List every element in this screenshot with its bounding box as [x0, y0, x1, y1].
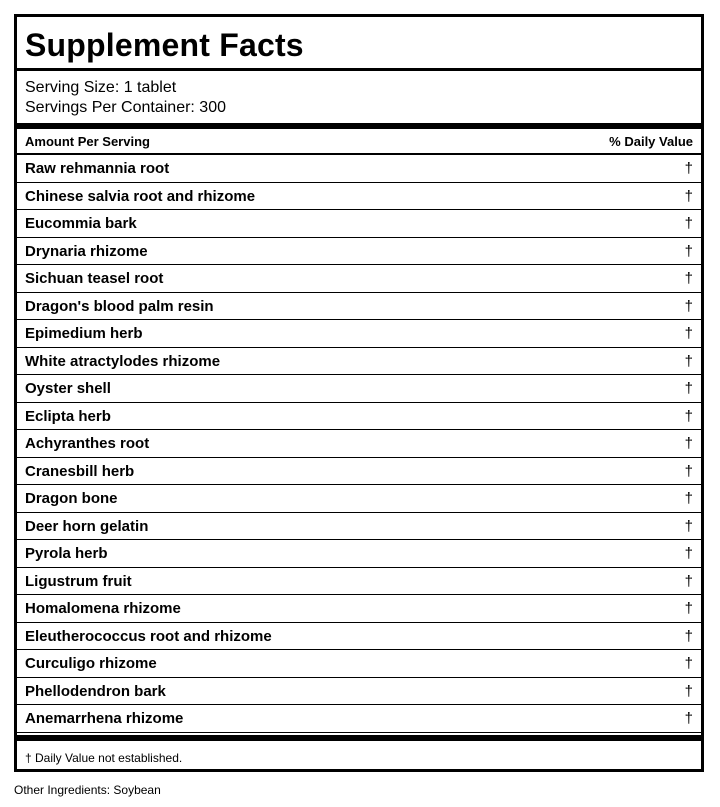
ingredient-daily-value: † — [684, 490, 693, 507]
ingredient-daily-value: † — [684, 682, 693, 700]
ingredient-row — [17, 293, 701, 321]
ingredient-row — [17, 650, 701, 678]
ingredient-name: Eleutherococcus root and rhizome — [25, 627, 272, 645]
ingredient-name: Anemarrhena rhizome — [25, 710, 184, 727]
ingredient-daily-value: † — [684, 270, 693, 287]
ingredient-row — [17, 568, 701, 596]
ingredient-list — [17, 155, 701, 733]
ingredient-row — [17, 183, 701, 211]
ingredient-daily-value: † — [684, 600, 693, 617]
ingredient-row — [17, 430, 701, 458]
ingredient-row — [17, 540, 701, 568]
ingredient-row — [17, 375, 701, 403]
ingredient-row — [17, 485, 701, 513]
column-header — [17, 129, 701, 155]
ingredient-row — [17, 458, 701, 486]
ingredient-daily-value: † — [684, 352, 693, 370]
other-ingredients: Other Ingredients: Soybean — [14, 783, 161, 797]
ingredient-name: Raw rehmannia root — [25, 160, 170, 177]
ingredient-name: Dragon bone — [25, 490, 118, 507]
ingredient-name: Sichuan teasel root — [25, 270, 164, 287]
panel-title: Supplement Facts — [25, 27, 304, 63]
servings-per-container: Servings Per Container: 300 — [25, 99, 226, 116]
footnote: † Daily Value not established. — [25, 751, 183, 765]
ingredient-daily-value: † — [684, 710, 693, 727]
ingredient-row — [17, 238, 701, 266]
ingredient-row — [17, 513, 701, 541]
ingredient-daily-value: † — [684, 545, 693, 562]
ingredient-daily-value: † — [684, 242, 693, 260]
ingredient-daily-value: † — [684, 297, 693, 315]
ingredient-row — [17, 678, 701, 706]
serving-info — [17, 71, 701, 126]
ingredient-name: Eclipta herb — [25, 407, 111, 425]
serving-size: Serving Size: 1 tablet — [25, 79, 177, 96]
ingredient-name: Phellodendron bark — [25, 682, 166, 700]
ingredient-name: Cranesbill herb — [25, 462, 135, 480]
ingredient-name: Drynaria rhizome — [25, 242, 148, 260]
ingredient-name: White atractylodes rhizome — [25, 352, 221, 370]
ingredient-daily-value: † — [684, 215, 693, 232]
ingredient-daily-value: † — [684, 380, 693, 397]
ingredient-name: Dragon's blood palm resin — [25, 297, 214, 315]
supplement-facts-panel — [14, 14, 704, 772]
ingredient-row — [17, 265, 701, 293]
ingredient-name: Ligustrum fruit — [25, 572, 132, 590]
ingredient-daily-value: † — [684, 435, 693, 452]
ingredient-daily-value: † — [684, 517, 693, 535]
ingredient-daily-value: † — [684, 160, 693, 177]
ingredient-name: Deer horn gelatin — [25, 517, 149, 535]
ingredient-name: Pyrola herb — [25, 545, 108, 562]
title-section — [17, 17, 701, 71]
ingredient-name: Homalomena rhizome — [25, 600, 181, 617]
ingredient-row — [17, 623, 701, 651]
amount-per-serving-header: Amount Per Serving — [25, 134, 150, 149]
ingredient-name: Oyster shell — [25, 380, 111, 397]
ingredient-name: Chinese salvia root and rhizome — [25, 187, 256, 205]
ingredient-daily-value: † — [684, 407, 693, 425]
ingredient-row — [17, 210, 701, 238]
ingredient-row — [17, 403, 701, 431]
ingredient-daily-value: † — [684, 325, 693, 342]
ingredient-name: Curculigo rhizome — [25, 655, 157, 672]
ingredient-daily-value: † — [684, 462, 693, 480]
ingredient-daily-value: † — [684, 655, 693, 672]
ingredient-daily-value: † — [684, 627, 693, 645]
ingredient-name: Epimedium herb — [25, 325, 143, 342]
ingredient-row — [17, 595, 701, 623]
ingredient-row — [17, 705, 701, 733]
daily-value-header: % Daily Value — [609, 134, 693, 149]
thick-divider-bottom — [17, 735, 701, 741]
ingredient-daily-value: † — [684, 572, 693, 590]
ingredient-daily-value: † — [684, 187, 693, 205]
ingredient-name: Achyranthes root — [25, 435, 150, 452]
ingredient-row — [17, 348, 701, 376]
ingredient-row — [17, 155, 701, 183]
ingredient-row — [17, 320, 701, 348]
ingredient-name: Eucommia bark — [25, 215, 137, 232]
